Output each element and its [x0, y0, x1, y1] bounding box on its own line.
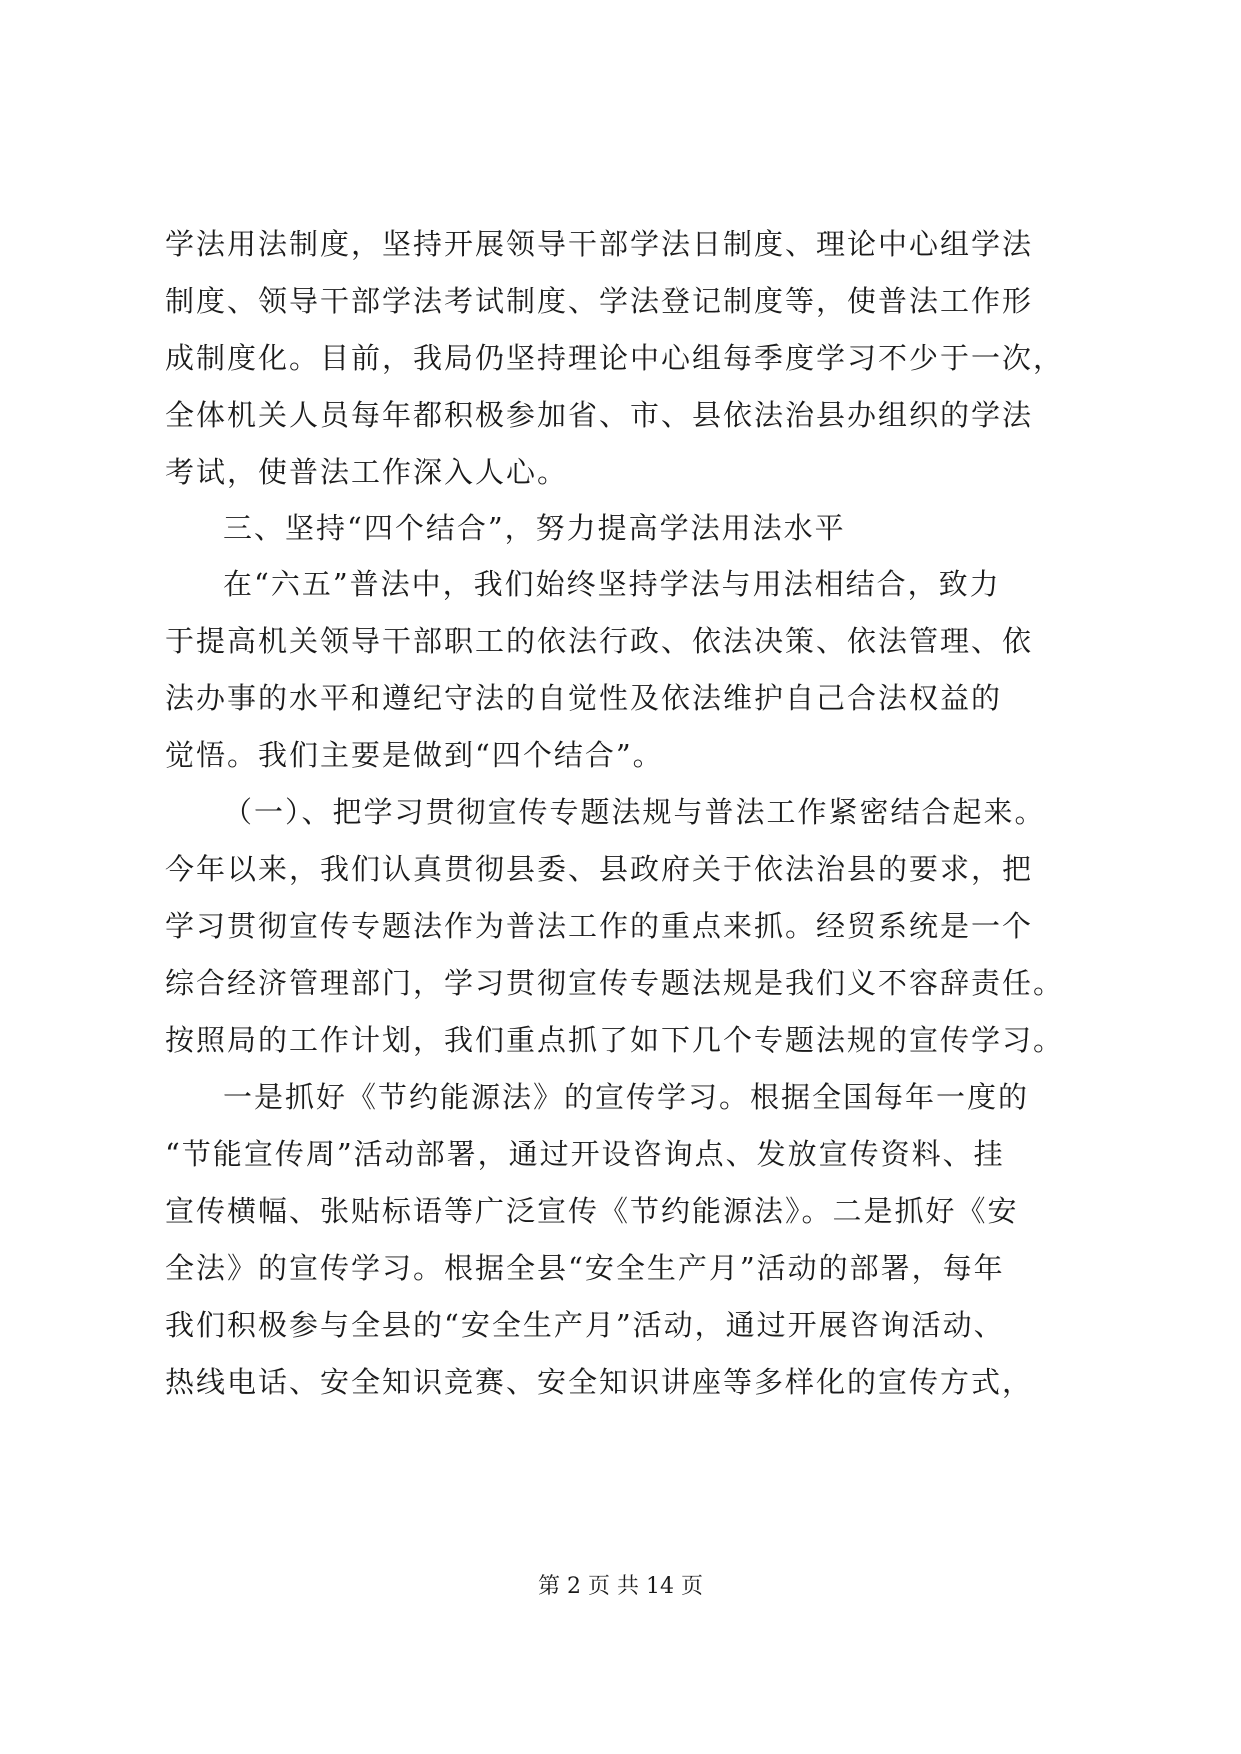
text-line: 按照局的工作计划，我们重点抓了如下几个专题法规的宣传学习。 [165, 1023, 1065, 1057]
text-line: 学法用法制度，坚持开展领导干部学法日制度、理论中心组学法 [165, 227, 1034, 261]
page-footer: 第 2 页 共 14 页 [538, 1574, 703, 1599]
text-line: 考试，使普法工作深入人心。 [165, 455, 569, 489]
text-line: 成制度化。目前，我局仍坚持理论中心组每季度学习不少于一次， [165, 341, 1065, 375]
text-line: 今年以来，我们认真贯彻县委、县政府关于依法治县的要求，把 [165, 852, 1034, 886]
text-line: 全法》的宣传学习。根据全县“安全生产月”活动的部署，每年 [165, 1251, 1005, 1285]
text-line: 宣传横幅、张贴标语等广泛宣传《节约能源法》。二是抓好《安 [165, 1194, 1019, 1228]
text-line: 于提高机关领导干部职工的依法行政、依法决策、依法管理、依 [165, 624, 1034, 658]
text-line: 在“六五”普法中，我们始终坚持学法与用法相结合，致力 [223, 567, 1001, 601]
section-heading: 三、坚持“四个结合”，努力提高学法用法水平 [223, 511, 846, 545]
text-line: 综合经济管理部门，学习贯彻宣传专题法规是我们义不容辞责任。 [165, 966, 1065, 1000]
text-line: 法办事的水平和遵纪守法的自觉性及依法维护自己合法权益的 [165, 681, 1003, 715]
text-line: 全体机关人员每年都积极参加省、市、县依法治县办组织的学法 [165, 398, 1034, 432]
text-line: 觉悟。我们主要是做到“四个结合”。 [165, 738, 664, 772]
text-line: 制度、领导干部学法考试制度、学法登记制度等，使普法工作形 [165, 284, 1034, 318]
text-line: 学习贯彻宣传专题法作为普法工作的重点来抓。经贸系统是一个 [165, 909, 1034, 943]
text-line: 热线电话、安全知识竞赛、安全知识讲座等多样化的宣传方式， [165, 1365, 1034, 1399]
text-line: 我们积极参与全县的“安全生产月”活动，通过开展咨询活动、 [165, 1308, 1005, 1342]
subsection-heading: （一）、把学习贯彻宣传专题法规与普法工作紧密结合起来。 [223, 795, 1046, 829]
text-line: “节能宣传周”活动部署，通过开设咨询点、发放宣传资料、挂 [165, 1137, 1005, 1171]
text-line: 一是抓好《节约能源法》的宣传学习。根据全国每年一度的 [223, 1080, 1030, 1114]
